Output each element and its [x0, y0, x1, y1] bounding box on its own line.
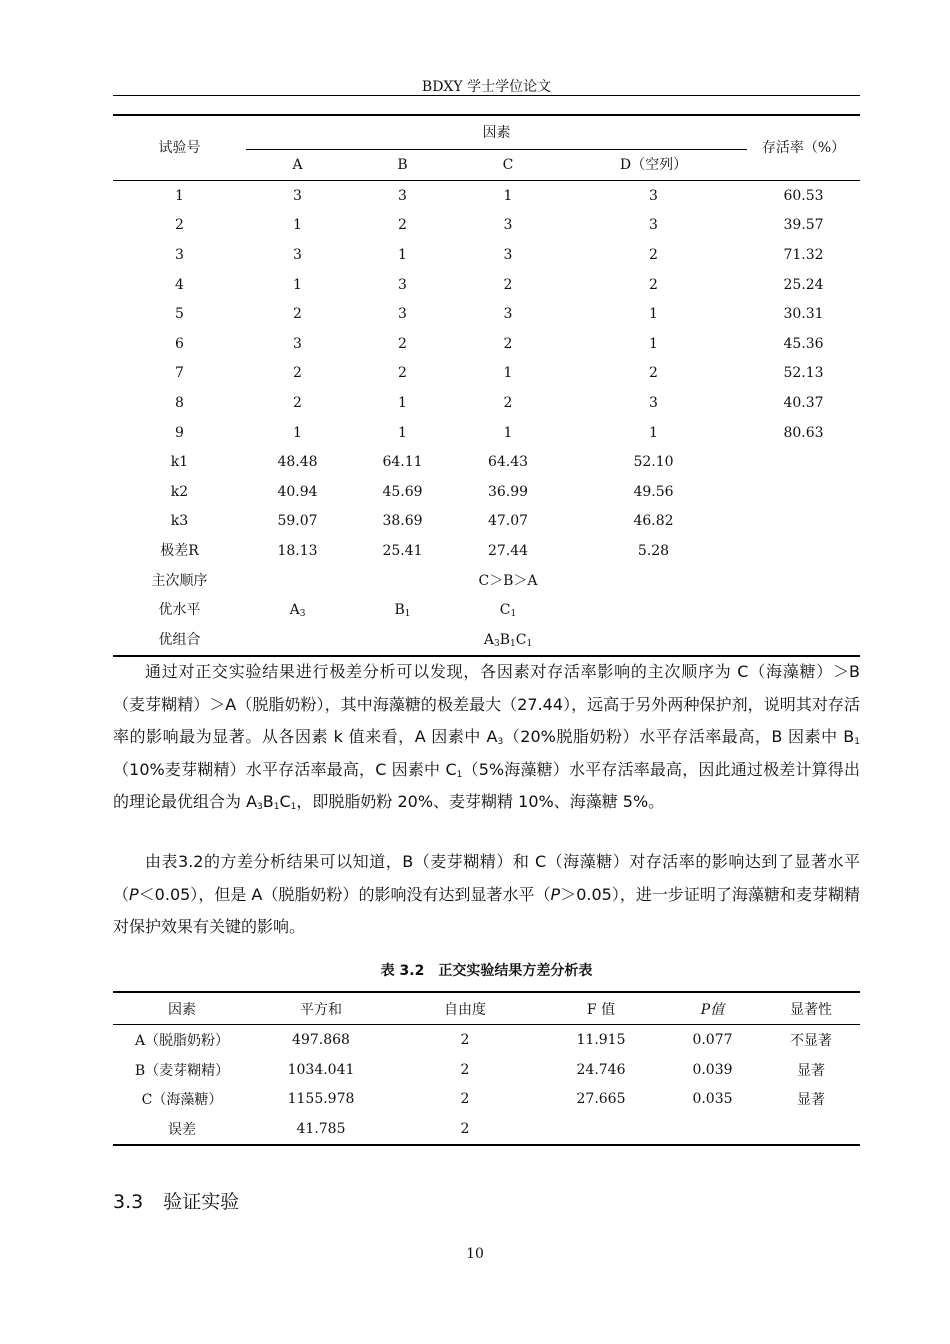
- cell: 11.915: [576, 1031, 626, 1048]
- table-row: [113, 388, 860, 418]
- header-cell: 自由度: [391, 992, 539, 1025]
- cell: 7: [175, 365, 184, 382]
- cell: [663, 1114, 762, 1145]
- header-cell: 平方和: [251, 992, 391, 1025]
- cell: A（脱脂奶粉）: [134, 1032, 230, 1049]
- cell: 3: [398, 306, 407, 323]
- cell: 2: [503, 335, 513, 352]
- section-heading: [113, 1187, 239, 1214]
- header-factors: 因素: [246, 115, 747, 150]
- cell: 1155.978: [287, 1091, 355, 1108]
- cell: 1: [649, 335, 658, 352]
- cell: [747, 477, 860, 507]
- table-row: [113, 329, 860, 359]
- cell: 38.69: [382, 513, 423, 530]
- cell: 极差R: [160, 542, 199, 559]
- header-factor-a: A: [246, 150, 349, 181]
- cell: 3: [293, 246, 302, 263]
- best-combo-value: $A_3B_1C_1$: [456, 625, 560, 656]
- cell: 60.53: [747, 181, 860, 211]
- cell: 8: [175, 394, 184, 411]
- cell: 1034.041: [287, 1061, 355, 1078]
- table-row: [113, 299, 860, 329]
- cell: 52.13: [783, 365, 824, 382]
- header-factor-b: B: [349, 150, 456, 181]
- cell: 30.31: [783, 306, 824, 323]
- cell: 1: [398, 424, 407, 441]
- cell: 5: [175, 306, 184, 323]
- paragraph-variance-analysis: 由表3.2的方差分析结果可以知道，B（麦芽糊精）和 C（海藻糖）对存活率的影响达到了显著水平（P＜0.05），但是 A（脱脂奶粉）的影响没有达到显著水平（P＞0.05），进一步证明了海藻糖和麦芽糊精对保护效果有关键的影响。: [113, 852, 860, 936]
- cell: 3: [503, 306, 513, 323]
- cell: 0.035: [692, 1091, 733, 1108]
- cell: 2: [175, 217, 184, 234]
- best-level-label: 优水平: [158, 602, 201, 619]
- cell: 2: [649, 276, 658, 293]
- cell: 2: [398, 217, 407, 234]
- best-level-b: $B_1$: [394, 602, 411, 620]
- cell: 2: [391, 1114, 539, 1145]
- cell: k3: [170, 513, 189, 530]
- cell: 47.07: [487, 513, 529, 530]
- order-row: [113, 566, 860, 596]
- table-row: [113, 181, 860, 211]
- best-level-a: $A_3$: [289, 602, 306, 620]
- cell: 41.785: [251, 1114, 391, 1145]
- cell: 9: [175, 424, 184, 441]
- cell: 误差: [113, 1114, 251, 1145]
- cell: 2: [398, 365, 407, 382]
- cell: 27.665: [576, 1091, 626, 1108]
- cell: [747, 507, 860, 537]
- cell: 2: [460, 1061, 470, 1078]
- cell: 2: [460, 1091, 470, 1108]
- cell: 1: [649, 306, 658, 323]
- cell: 1: [398, 246, 407, 263]
- cell: 2: [503, 276, 513, 293]
- table-row: [113, 1025, 860, 1055]
- page-number: 10: [466, 1246, 484, 1262]
- header-cell: 因素: [113, 992, 251, 1025]
- cell: 3: [503, 246, 513, 263]
- cell: 1: [456, 181, 560, 211]
- cell: 2: [293, 394, 302, 411]
- cell: 1: [398, 394, 407, 411]
- order-value: C＞B＞A: [478, 572, 538, 589]
- table-row: [113, 418, 860, 448]
- cell: 5.28: [637, 542, 670, 559]
- cell: 1: [503, 424, 513, 441]
- paragraph-range-analysis: 通过对正交实验结果进行极差分析可以发现，各因素对存活率影响的主次顺序为 C（海藻糖）＞B（麦芽糊精）＞A（脱脂奶粉），其中海藻糖的极差最大（27.44），远高于另外两种保护剂，说明其对存活率的影响最为显著。从各因素 k 值来看，A 因素中 $A_3(20\%$脱脂奶粉）水平存活率最高，B 因素中 $B_1(10\%$麦芽糊精）水平存活率最高，C 因素中 $C_1(5\%$海藻糖）水平存活率最高，因此通过极差计算得出的理论最优组合为 $A_3B_1C_1$，即脱脂奶粉 20%、麦芽糊精 10%、海藻糖 5%。: [113, 662, 860, 812]
- table-row: [113, 240, 860, 270]
- cell: 18.13: [277, 542, 318, 559]
- cell: 4: [175, 276, 184, 293]
- section-number: 3.3: [113, 1191, 144, 1213]
- order-label: 主次顺序: [151, 572, 208, 589]
- cell: k2: [170, 483, 189, 500]
- header-rule: [113, 95, 860, 96]
- cell: 3: [560, 181, 747, 211]
- cell: 3: [398, 276, 407, 293]
- cell: 497.868: [292, 1031, 350, 1048]
- cell: 46.82: [633, 513, 674, 530]
- cell: 3: [246, 181, 349, 211]
- cell: 45.36: [783, 335, 824, 352]
- cell: 1: [293, 217, 302, 234]
- cell: 52.10: [633, 454, 674, 471]
- k-row: [113, 507, 860, 537]
- cell: 2: [293, 306, 302, 323]
- cell: 80.63: [783, 424, 824, 441]
- cell: [762, 1114, 860, 1145]
- table-row: [113, 211, 860, 241]
- cell: [747, 447, 860, 477]
- cell: 2: [460, 1031, 470, 1048]
- cell: 显著: [797, 1062, 825, 1079]
- cell: 3: [649, 394, 658, 411]
- best-combo-row: [113, 625, 860, 656]
- cell: 2: [398, 335, 407, 352]
- cell: [747, 536, 860, 566]
- cell: 2: [293, 365, 302, 382]
- cell: 2: [649, 246, 658, 263]
- cell: 3: [349, 181, 456, 211]
- cell: 39.57: [783, 217, 824, 234]
- table-row: [113, 1085, 860, 1115]
- cell: 1: [293, 276, 302, 293]
- cell: 2: [503, 394, 513, 411]
- cell: 不显著: [790, 1032, 832, 1049]
- header-survival: 存活率（%）: [747, 115, 860, 181]
- cell: 45.69: [382, 483, 423, 500]
- k-row: [113, 447, 860, 477]
- table-caption: 表 3.2 正交实验结果方差分析表: [380, 963, 593, 979]
- table-header-row: [113, 992, 860, 1025]
- cell: k1: [170, 454, 189, 471]
- table-row: [113, 1114, 860, 1145]
- page-header: BDXY 学士学位论文: [421, 79, 552, 95]
- cell: 1: [113, 181, 246, 211]
- cell: 48.48: [277, 454, 318, 471]
- cell: B（麦芽糊精）: [134, 1062, 230, 1079]
- table-row: [113, 270, 860, 300]
- cell: 3: [649, 217, 658, 234]
- header-trial: 试验号: [113, 115, 246, 181]
- header-factor-d: D（空列）: [560, 150, 747, 181]
- cell: 40.94: [277, 483, 318, 500]
- header-factor-c: C: [456, 150, 560, 181]
- cell: 71.32: [783, 246, 824, 263]
- cell: 3: [503, 217, 513, 234]
- cell: 3: [293, 335, 302, 352]
- cell: 0.077: [692, 1031, 733, 1048]
- best-combo-label: 优组合: [113, 625, 246, 656]
- orthogonal-results-table: [113, 114, 860, 657]
- cell: 0.039: [692, 1061, 733, 1078]
- cell: 36.99: [487, 483, 529, 500]
- header-cell: P值: [663, 992, 762, 1025]
- cell: 64.11: [382, 454, 423, 471]
- cell: 显著: [797, 1092, 825, 1109]
- k-row: [113, 477, 860, 507]
- cell: 3: [175, 246, 184, 263]
- cell: C（海藻糖）: [141, 1092, 223, 1109]
- header-cell: F 值: [539, 992, 663, 1025]
- header-cell: 显著性: [762, 992, 860, 1025]
- cell: 59.07: [277, 513, 318, 530]
- cell: 24.746: [576, 1061, 626, 1078]
- cell: 1: [649, 424, 658, 441]
- cell: 40.37: [783, 394, 824, 411]
- cell: 25.41: [382, 542, 423, 559]
- best-level-c: $C_1$: [499, 602, 517, 620]
- cell: 1: [293, 424, 302, 441]
- cell: 1: [503, 365, 513, 382]
- cell: 2: [649, 365, 658, 382]
- cell: 64.43: [487, 454, 529, 471]
- best-level-row: [113, 595, 860, 625]
- cell: [539, 1114, 663, 1145]
- cell: 49.56: [633, 483, 674, 500]
- range-row: [113, 536, 860, 566]
- table-row: [113, 359, 860, 389]
- cell: 27.44: [487, 542, 529, 559]
- cell: 6: [175, 335, 184, 352]
- cell: 25.24: [783, 276, 824, 293]
- section-title: 验证实验: [163, 1191, 240, 1213]
- anova-table: [113, 991, 860, 1146]
- table-row: [113, 1055, 860, 1085]
